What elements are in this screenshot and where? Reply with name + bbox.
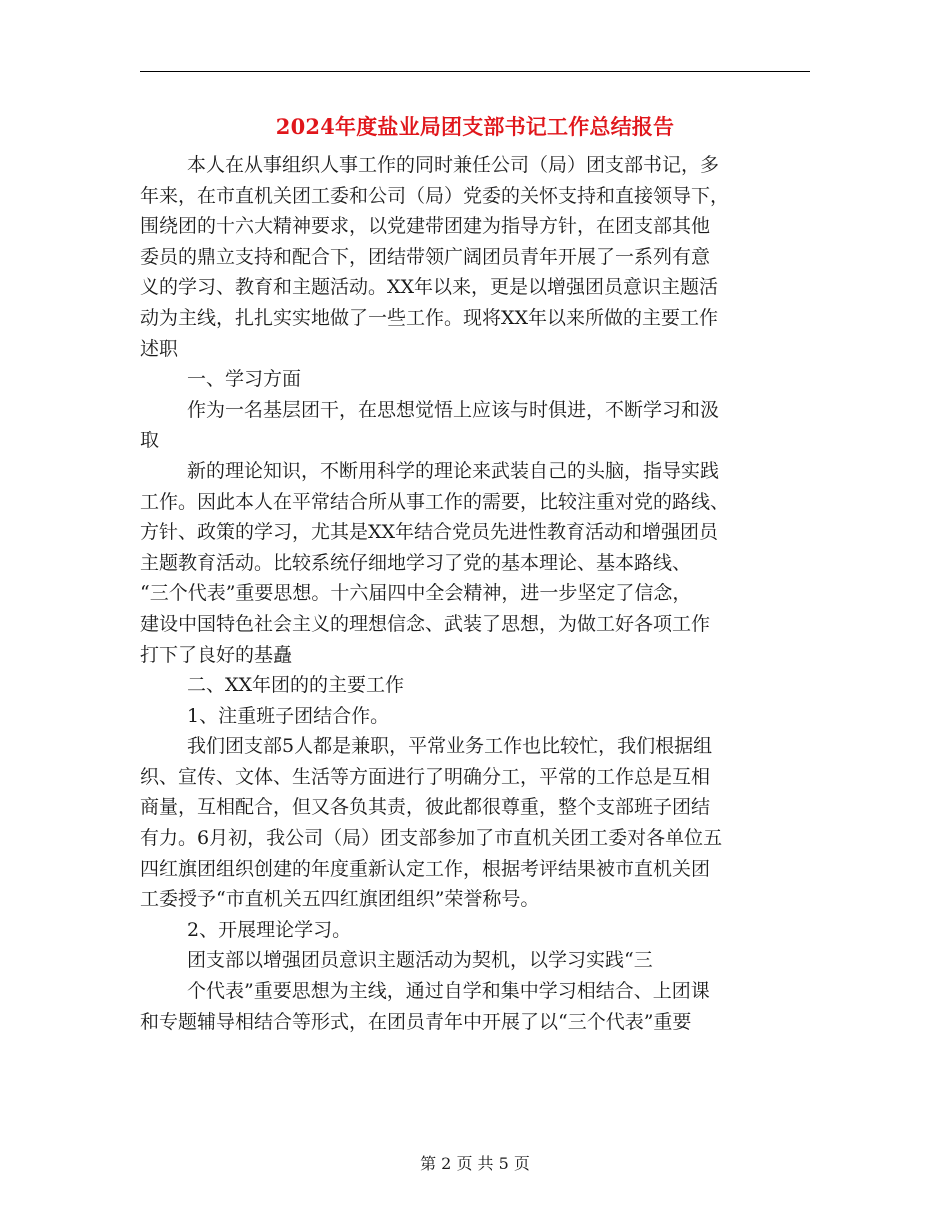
header-rule: [140, 71, 810, 72]
body-line: 主题教育活动。比较系统仔细地学习了党的基本理论、基本路线、: [140, 551, 692, 574]
body-line: 委员的鼎立支持和配合下，团结带领广阔团员青年开展了一系列有意: [140, 245, 711, 268]
body-line: 动为主线，扎扎实实地做了一些工作。现将XX年以来所做的主要工作: [140, 306, 719, 329]
body-line: 我们团支部5人都是兼职，平常业务工作也比较忙，我们根据组: [187, 735, 713, 758]
body-line: 个代表”重要思想为主线，通过自学和集中学习相结合、上团课: [187, 980, 710, 1003]
body-line: 建设中国特色社会主义的理想信念、武装了思想，为做工好各项工作: [140, 612, 711, 635]
document-body: [140, 150, 810, 1037]
body-line: 工委授予“市直机关五四红旗团组织”荣誉称号。: [140, 888, 540, 911]
body-line: 新的理论知识，不断用科学的理论来武装自己的头脑，指导实践: [187, 459, 720, 482]
body-line: 义的学习、教育和主题活动。XX年以来，更是以增强团员意识主题活: [140, 276, 719, 299]
body-line: 本人在从事组织人事工作的同时兼任公司（局）团支部书记，多: [187, 154, 720, 176]
body-line: 织、宣传、文体、生活等方面进行了明确分工，平常的工作总是互相: [140, 765, 711, 788]
body-line: 一、学习方面: [187, 368, 302, 391]
body-line: 和专题辅导相结合等形式，在团员青年中开展了以“三个代表”重要: [140, 1010, 692, 1033]
body-line: 1、注重班子团结合作。: [187, 704, 390, 727]
body-line: 有力。6月初，我公司（局）团支部参加了市直机关团工委对各单位五: [140, 827, 723, 850]
document-title: 2024年度盐业局团支部书记工作总结报告: [275, 114, 675, 139]
body-line: 围绕团的十六大精神要求，以党建带团建为指导方针，在团支部其他: [140, 215, 711, 238]
body-line: 作为一名基层团干，在思想觉悟上应该与时俱进，不断学习和汲: [187, 398, 720, 421]
body-line: “三个代表”重要思想。十六届四中全会精神，进一步坚定了信念，: [140, 582, 692, 605]
body-line: 工作。因此本人在平常结合所从事工作的需要，比较注重对党的路线、: [140, 490, 730, 513]
body-line: 打下了良好的基矗: [140, 643, 293, 666]
body-line: 二、XX年团的的主要工作: [187, 674, 405, 697]
body-line: 年来，在市直机关团工委和公司（局）党委的关怀支持和直接领导下，: [140, 184, 730, 207]
body-line: 取: [140, 429, 160, 452]
body-line: 2、开展理论学习。: [187, 918, 352, 941]
body-line: 方针、政策的学习，尤其是XX年结合党员先进性教育活动和增强团员: [140, 521, 719, 544]
page-number-footer: 第 2 页 共 5 页: [420, 1154, 530, 1173]
body-line: 四红旗团组织创建的年度重新认定工作，根据考评结果被市直机关团: [140, 857, 711, 880]
body-line: 述职: [140, 337, 179, 360]
body-line: 商量，互相配合，但又各负其责，彼此都很尊重，整个支部班子团结: [140, 796, 711, 819]
body-line: 团支部以增强团员意识主题活动为契机，以学习实践“三: [187, 949, 653, 972]
